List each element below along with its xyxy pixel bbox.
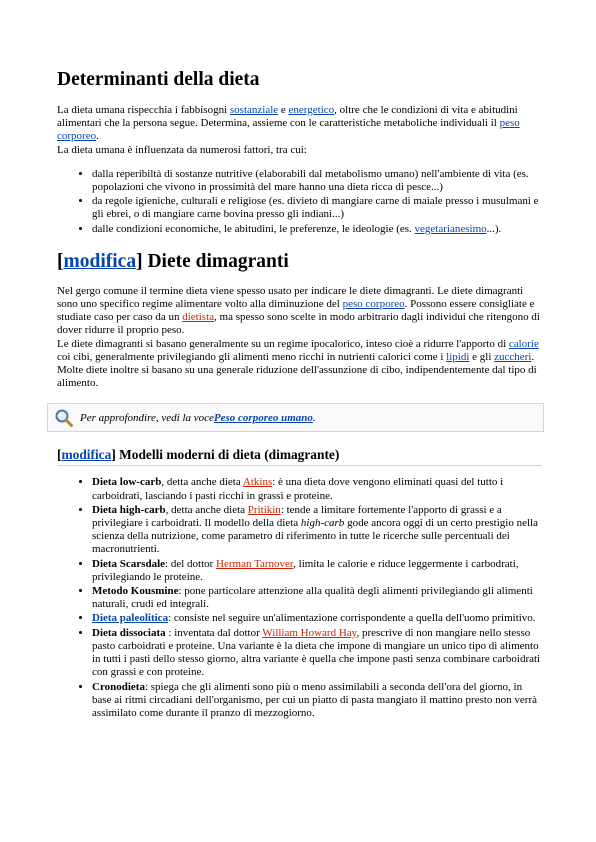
link-peso-corporeo[interactable]: peso corporeo	[57, 117, 520, 143]
intro-paragraph: La dieta umana rispecchia i fabbisogni sostanziale e energetico, oltre che le condizioni di vita e abitudini alimentari che la persona segue. Determina, assieme con le caratteristiche metaboliche individuali il peso corporeo. La dieta umana è influenzata da numerosi fattori, tra cui:	[57, 104, 520, 156]
list-item: • Dieta paleolitica: consiste nel seguire un'alimentazione corrispondente a quella dell'uomo primitivo.	[92, 612, 542, 625]
diet-models-list	[57, 476, 542, 720]
list-item: • Dieta Scarsdale: del dottor Herman Tarnover, limita le calorie e riduce leggermente i carbodrati, privilegiando le proteine.	[92, 558, 542, 584]
article-content	[57, 68, 542, 721]
link-pritikin[interactable]: Pritikin	[247, 503, 281, 516]
link-william-howard-hay[interactable]: William Howard Hay	[262, 626, 357, 639]
link-energetico[interactable]: energetico	[288, 104, 335, 116]
section-title-diete-dimagranti: [modifica] Diete dimagranti	[57, 250, 289, 272]
link-sostanziale[interactable]: sostanziale	[229, 104, 279, 116]
list-item: • Dieta low-carb, detta anche dieta Atkins: è una dieta dove vengono eliminati quasi del tutto i carboidrati, lasciando i pasti ricchi in grassi e proteine.	[92, 476, 542, 502]
link-peso-corporeo-umano[interactable]: Peso corporeo umano	[213, 411, 313, 424]
factors-list	[57, 168, 542, 236]
list-item: • Dieta high-carb, detta anche dieta Pritikin: tende a limitare fortemente l'apporto di grassi e a privilegiare i carboidrati. Il modello della dieta high-carb gode ancora oggi di un certo prestigio nella scienza della nutrizione, come parametro di riferimento in tutte le ricerche sulle percentuali dei macronutrienti.	[92, 504, 542, 557]
section-title-modelli-moderni: [modifica] Modelli moderni di dieta (dimagrante)	[57, 446, 542, 466]
link-dieta-paleolitica[interactable]: Dieta paleolitica	[92, 612, 169, 625]
link-vegetarianesimo[interactable]: vegetarianesimo	[414, 222, 487, 235]
edit-section-link[interactable]: modifica	[63, 250, 137, 272]
paragraph-diete-dimagranti: Nel gergo comune il termine dieta viene spesso usato per indicare le diete dimagranti. Le diete dimagranti sono uno specifico regime alimentare volto alla diminuzione del peso corporeo. Possono essere consigliate e studiate caso per caso da un dietista, ma spesso sono scelte in modo arbitrario dagli individui che ritengono di dover ridurre il proprio peso. Le diete dimagranti si basano generalmente su un regime ipocalorico, inteso cioè a ridurre l'apporto di calorie coi cibi, generalmente privilegiando gli alimenti meno ricchi in nutrienti calorici come i lipidi e gli zuccheri. Molte diete inoltre si basano su una generale riduzione dell'assunzione di cibo, indipendentemente dal tipo di alimento.	[57, 284, 540, 390]
magnifier-icon	[54, 408, 74, 428]
link-dietista[interactable]: dietista	[182, 311, 215, 324]
link-calorie[interactable]: calorie	[508, 337, 539, 350]
list-item: • dalla reperibiltà di sostanze nutritive (elaborabili dal metabolismo umano) nell'ambiente di vita (es. popolazioni che vivono in prossimità del mare hanno una dieta ricca di pesce...)	[92, 168, 542, 194]
link-zuccheri[interactable]: zuccheri	[494, 350, 532, 363]
edit-section-link[interactable]: modifica	[61, 447, 112, 463]
link-peso-corporeo[interactable]: peso corporeo	[342, 298, 405, 311]
link-atkins[interactable]: Atkins	[242, 476, 273, 489]
list-item: • Dieta dissociata : inventata dal dottor William Howard Hay, prescrive di non mangiare nello stesso pasto carboidrati e proteine. Una variante è la dieta che impone di mangiare un unico tipo di alimento in tutti i pasti dello stesso giorno, altra variante è quella che impone pasti senza combinare carboidrati con grassi e con proteine.	[92, 627, 542, 680]
list-item: • da regole igieniche, culturali e religiose (es. divieto di mangiare carne di maiale presso i musulmani e gli ebrei, o di mangiare carne bovina presso gli indiani...)	[92, 195, 542, 221]
list-item: • dalle condizioni economiche, le abitudini, le preferenze, le ideologie (es. vegetarianesimo...).	[92, 223, 542, 236]
list-item: • Cronodieta: spiega che gli alimenti sono più o meno assimilabili a seconda dell'ora del giorno, in base ai ritmi circadiani dell'organismo, per cui un piatto di pasta mangiato il mattino presto non verrà assimilato come durante il pranzo di mezzogiorno.	[92, 681, 542, 721]
section-title-determinanti: Determinanti della dieta	[57, 69, 260, 90]
list-item: • Metodo Kousmine: pone particolare attenzione alla qualità degli alimenti privilegiando gli alimenti naturali, crudi ed integrali.	[92, 585, 542, 611]
link-herman-tarnover[interactable]: Herman Tarnover	[216, 557, 294, 570]
link-lipidi[interactable]: lipidi	[446, 350, 470, 363]
see-also-notice: Per approfondire, vedi la voce Peso corporeo umano .	[47, 403, 544, 432]
